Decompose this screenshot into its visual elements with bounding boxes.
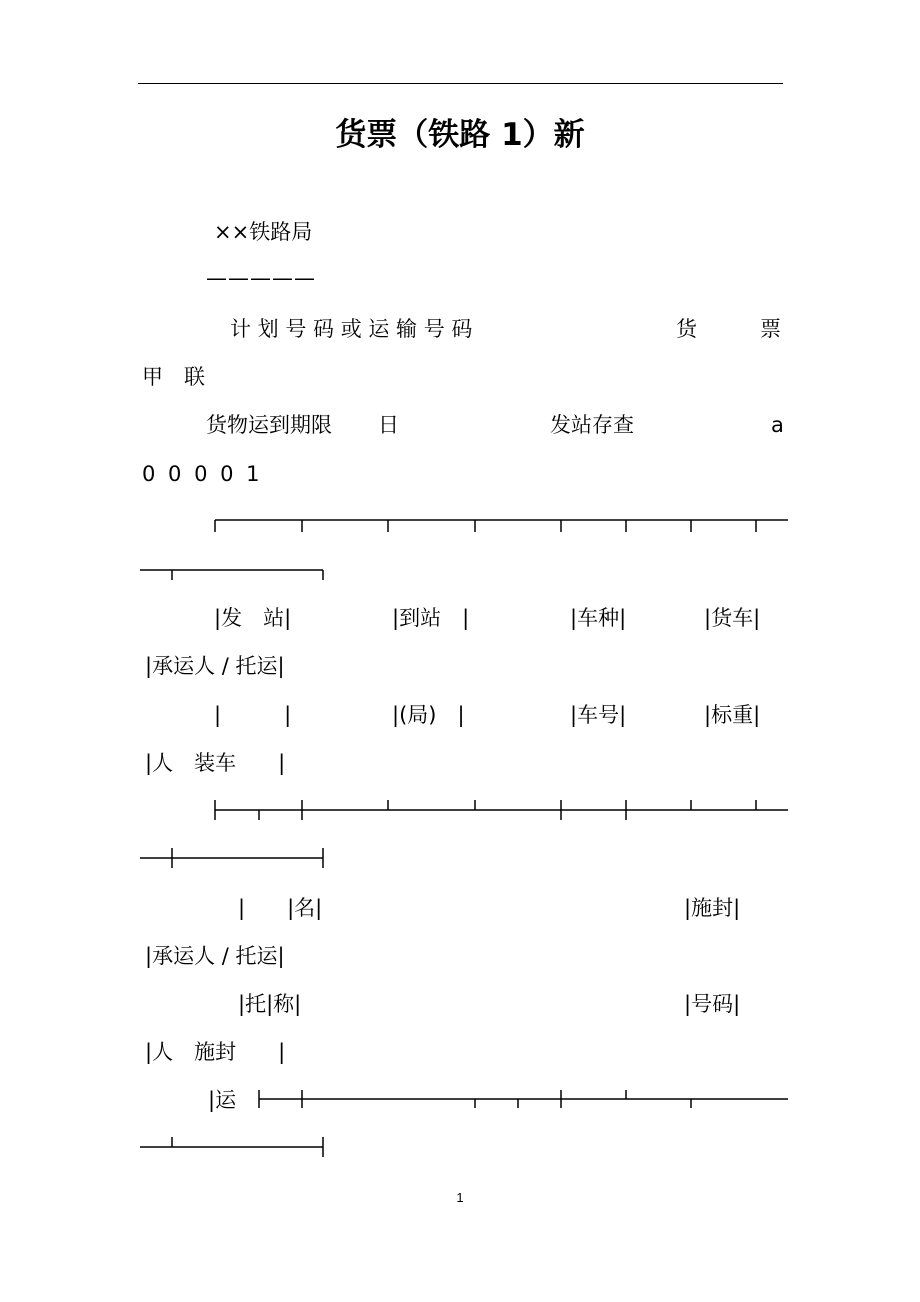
cell-carrier-shipper-seal-2: |人 施封 | xyxy=(145,1040,286,1064)
cell-carrier-shipper-loading-1: |承运人 / 托运| xyxy=(145,654,285,678)
page-number: 1 xyxy=(456,1190,464,1205)
cell-car-type: |车种| xyxy=(570,606,627,630)
delivery-deadline-label: 货物运到期限 xyxy=(206,413,332,437)
copy-label: 甲 联 xyxy=(142,365,205,389)
cell-destination-station: |到站 | xyxy=(392,606,470,630)
dash-line: ————— xyxy=(206,266,316,290)
ticket-char-huo: 货 xyxy=(676,317,697,341)
cell-blank: | | xyxy=(214,703,292,727)
document-title: 货票（铁路 1）新 xyxy=(335,117,585,153)
deadline-unit: 日 xyxy=(378,413,399,437)
cell-consign: |运 xyxy=(208,1088,237,1112)
plan-number-label: 计 划 号 码 或 运 输 号 码 xyxy=(230,317,473,341)
cell-carrier-shipper-seal-1: |承运人 / 托运| xyxy=(145,944,285,968)
serial-number: 0 0 0 0 1 xyxy=(142,462,263,486)
cell-bureau: |(局) | xyxy=(392,703,465,727)
cell-wagon: |货车| xyxy=(704,606,761,630)
cell-origin-station: |发 站| xyxy=(214,606,292,630)
retention-label: 发站存查 xyxy=(550,413,634,437)
cell-carrier-shipper-loading-2: |人 装车 | xyxy=(145,751,286,775)
series-letter: a xyxy=(771,413,784,437)
cell-seal: |施封| xyxy=(684,896,741,920)
cell-car-number: |车号| xyxy=(570,703,627,727)
ticket-char-piao: 票 xyxy=(760,317,781,341)
railway-bureau: ××铁路局 xyxy=(214,220,313,244)
cell-name: | |名| xyxy=(238,896,323,920)
cell-tare-weight: |标重| xyxy=(704,703,761,727)
cell-shipper-name: |托|称| xyxy=(238,992,302,1016)
cell-seal-number: |号码| xyxy=(684,992,741,1016)
